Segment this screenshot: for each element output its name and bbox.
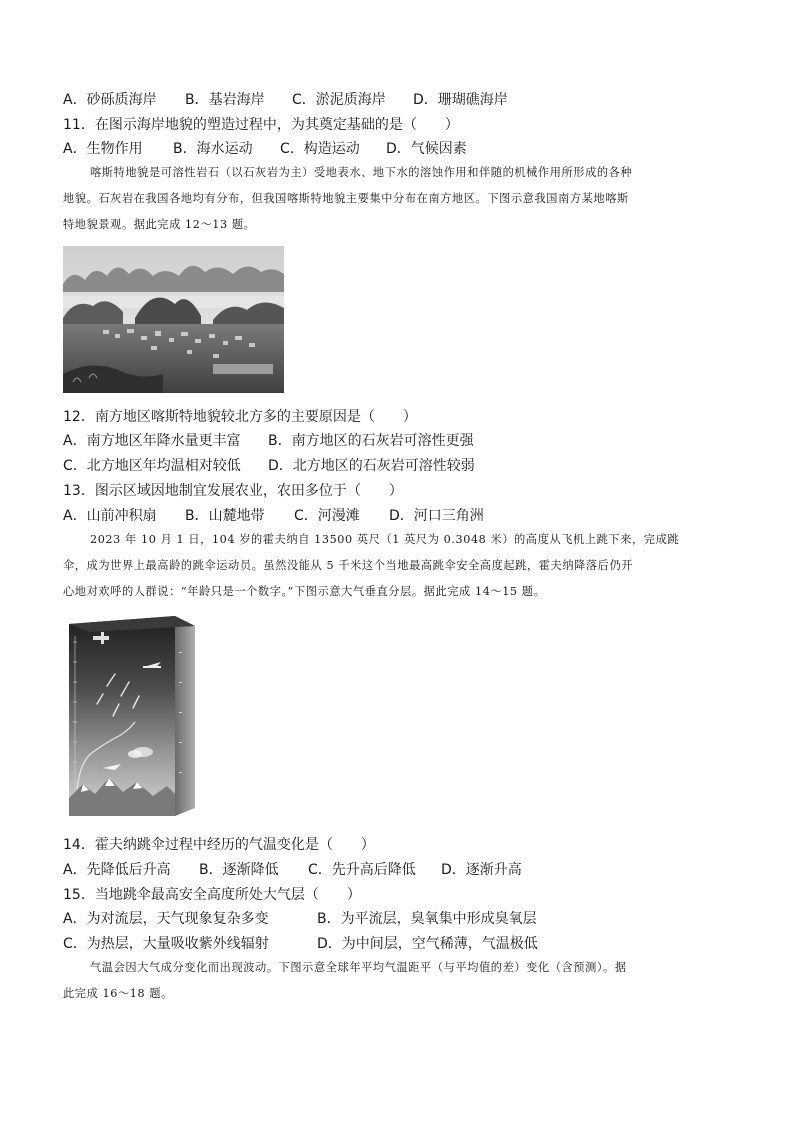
q12-option-a: A．南方地区年降水量更丰富: [63, 433, 241, 449]
q14-option-c: C．先升高后降低: [308, 862, 416, 878]
q10-option-d: D．珊瑚礁海岸: [413, 92, 508, 108]
atmosphere-layers-diagram: [63, 612, 199, 822]
passage-temperature-line-1: 气温会因大气成分变化而出现波动。下图示意全球年平均气温距平（与平均值的差）变化（含预测）。据: [90, 961, 627, 974]
q11-stem: 11．在图示海岸地貌的塑造过程中，为其奠定基础的是（ ）: [63, 117, 459, 133]
passage-skydiving-line-2: 伞，成为世界上最高龄的跳伞运动员。虽然没能从 5 千米这个当地最高跳伞安全高度起跳，霍夫纳降落后仍开: [63, 559, 634, 572]
q11-option-a: A．生物作用: [63, 141, 143, 157]
passage-karst-line-1: 喀斯特地貌是可溶性岩石（以石灰岩为主）受地表水、地下水的溶蚀作用和伴随的机械作用所形成的各种: [90, 166, 633, 179]
q15-option-c: C．为热层，大量吸收紫外线辐射: [63, 936, 269, 952]
q10-option-b: B．基岩海岸: [185, 92, 265, 108]
q11-option-c: C．构造运动: [280, 141, 360, 157]
passage-temperature-line-2: 此完成 16～18 题。: [63, 987, 173, 1000]
q14-option-d: D．逐渐升高: [441, 862, 522, 878]
q13-option-d: D．河口三角洲: [389, 508, 484, 524]
q10-option-c: C．淤泥质海岸: [292, 92, 386, 108]
q13-stem: 13．图示区域因地制宜发展农业，农田多位于（ ）: [63, 483, 403, 499]
passage-skydiving-line-1: 2023 年 10 月 1 日，104 岁的霍夫纳自 13500 英尺（1 英尺为 0.3048 米）的高度从飞机上跳下来，完成跳: [90, 533, 680, 546]
q14-stem: 14．霍夫纳跳伞过程中经历的气温变化是（ ）: [63, 837, 375, 853]
q15-option-d: D．为中间层，空气稀薄，气温极低: [317, 936, 538, 952]
q11-option-b: B．海水运动: [173, 141, 253, 157]
passage-temperature: [63, 955, 733, 1007]
passage-skydiving: [63, 527, 733, 605]
karst-landscape-illustration: [63, 246, 284, 393]
atmosphere-layers-illustration: [63, 612, 199, 822]
passage-karst-line-2: 地貌。石灰岩在我国各地均有分布，但我国喀斯特地貌主要集中分布在南方地区。下图示意我国南方某地喀斯: [63, 192, 629, 205]
q15-option-b: B．为平流层，臭氧集中形成臭氧层: [317, 911, 537, 927]
passage-karst-line-3: 特地貌景观。据此完成 12～13 题。: [63, 218, 256, 231]
passage-skydiving-line-3: 心地对欢呼的人群说：“年龄只是一个数字。”下图示意大气垂直分层。据此完成 14～15 题。: [63, 585, 546, 598]
q14-option-b: B．逐渐降低: [199, 862, 279, 878]
q15-option-a: A．为对流层，天气现象复杂多变: [63, 911, 269, 927]
q12-option-c: C．北方地区年均温相对较低: [63, 458, 241, 474]
q13-option-c: C．河漫滩: [294, 508, 360, 524]
q12-option-d: D．北方地区的石灰岩可溶性较弱: [268, 458, 475, 474]
q14-option-a: A．先降低后升高: [63, 862, 171, 878]
q12-stem: 12．南方地区喀斯特地貌较北方多的主要原因是（ ）: [63, 409, 417, 425]
passage-karst: [63, 160, 733, 238]
q13-option-a: A．山前冲积扇: [63, 508, 157, 524]
q12-option-b: B．南方地区的石灰岩可溶性更强: [268, 433, 474, 449]
q11-option-d: D．气候因素: [386, 141, 467, 157]
q10-option-a: A．砂砾质海岸: [63, 92, 157, 108]
karst-landscape-photo: [63, 246, 284, 393]
q15-stem: 15．当地跳伞最高安全高度所处大气层（ ）: [63, 887, 361, 903]
q13-option-b: B．山麓地带: [185, 508, 265, 524]
